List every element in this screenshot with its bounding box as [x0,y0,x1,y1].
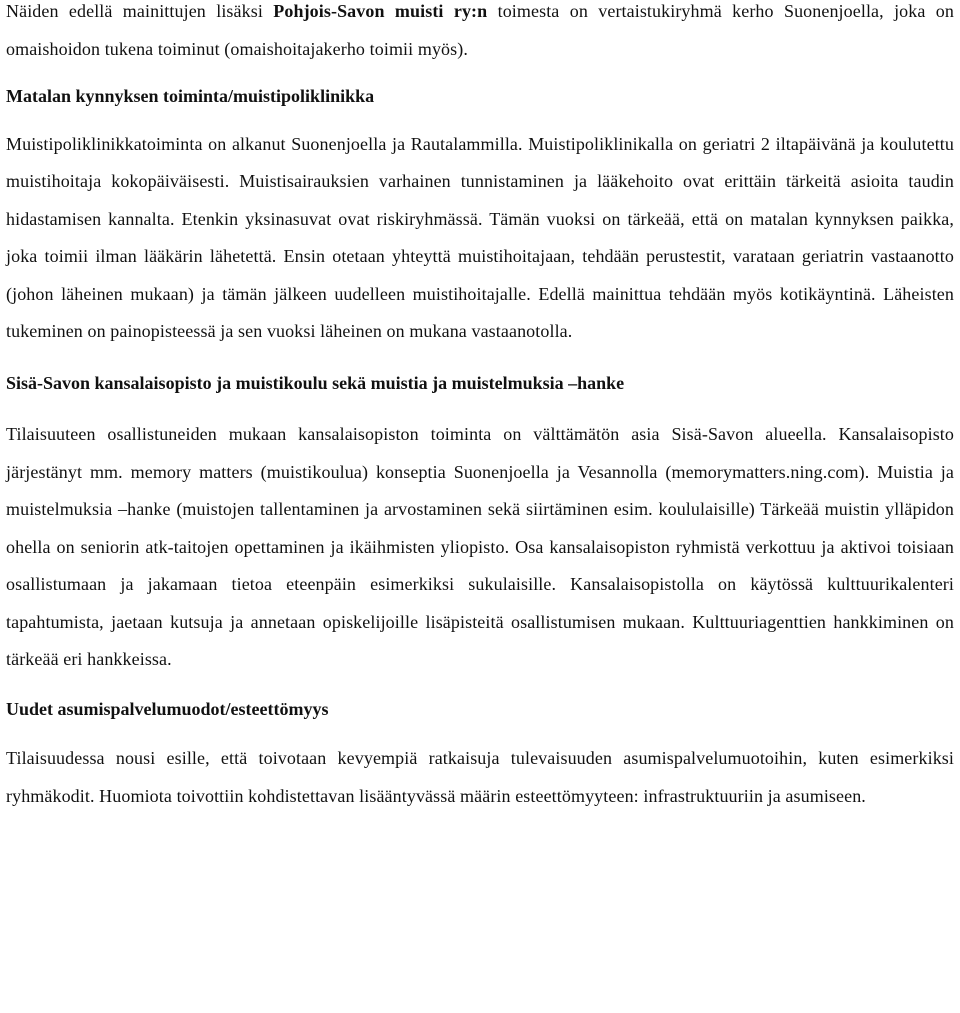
heading-kansalaisopisto: Sisä-Savon kansalaisopisto ja muistikoulu sekä muistia ja muistelmuksia –hanke [6,372,625,393]
paragraph-intro-after: toimesta on vertaistukiryhmä kerho Suonenjoella, joka on omaishoidon tukena toiminut (omaishoitajakerho toimii myös). [6,1,954,59]
spacer [6,402,954,416]
organization-name: Pohjois-Savon muisti ry:n [273,1,488,21]
paragraph-intro [6,0,954,68]
paragraph-kansalaisopisto: Tilaisuuteen osallistuneiden mukaan kansalaisopiston toiminta on välttämätön asia Sisä-Savon alueella. Kansalaisopisto järjestänyt mm. memory matters (muistikoulua) konseptia Suonenjoella ja Vesannolla (memorymatters.ning.com). Muistia ja muistelmuksia –hanke (muistojen tallentaminen ja arvostaminen sekä siirtäminen esim. koululaisille) Tärkeää muistin ylläpidon ohella on seniorin atk-taitojen opettaminen ja ikäihmisten yliopisto. Osa kansalaisopiston ryhmistä verkottuu ja aktivoi toisiaan osallistumaan ja jakamaan tietoa eteenpäin esimerkiksi sukulaisille. Kansalaisopistolla on käytössä kulttuurikalenteri tapahtumista, jaetaan kutsuja ja annetaan opiskelijoille lisäpisteitä osallistumisen mukaan. Kulttuuriagenttien hankkiminen on tärkeää eri hankkeissa. [6,424,954,669]
spacer [6,679,954,691]
spacer [6,68,954,78]
heading-matalan-kynnyksen: Matalan kynnyksen toiminta/muistipoliklinikka [6,86,375,106]
paragraph-intro-before: Näiden edellä mainittujen lisäksi [6,1,274,21]
spacer [6,116,954,126]
paragraph-asumispalvelut: Tilaisuudessa nousi esille, että toivotaan kevyempiä ratkaisuja tulevaisuuden asumispalvelumuotoihin, kuten esimerkiksi ryhmäkodit. Huomiota toivottiin kohdistettavan lisääntyvässä määrin esteettömyyteen: infrastruktuuriin ja asumiseen. [6,748,954,806]
spacer [6,728,954,740]
paragraph-muistipoliklinikka: Muistipoliklinikkatoiminta on alkanut Suonenjoella ja Rautalammilla. Muistipoliklinikalla on geriatri 2 iltapäivänä ja koulutettu muistihoitaja kokopäiväisesti. Muistisairauksien varhainen tunnistaminen ja lääkehoito ovat erittäin tärkeitä asioita taudin hidastamisen kannalta. Etenkin yksinasuvat ovat riskiryhmässä. Tämän vuoksi on tärkeää, että on matalan kynnyksen paikka, joka toimii ilman lääkärin lähetettä. Ensin otetaan yhteyttä muistihoitajaan, tehdään perustestit, varataan geriatrin vastaanotto (johon läheinen mukaan) ja tämän jälkeen uudelleen muistihoitajalle. Edellä mainittua tehdään myös kotikäyntinä. Läheisten tukeminen on painopisteessä ja sen vuoksi läheinen on mukana vastaanotolla. [6,133,954,341]
heading-asumispalvelut: Uudet asumispalvelumuodot/esteettömyys [6,698,329,719]
spacer [6,351,954,365]
